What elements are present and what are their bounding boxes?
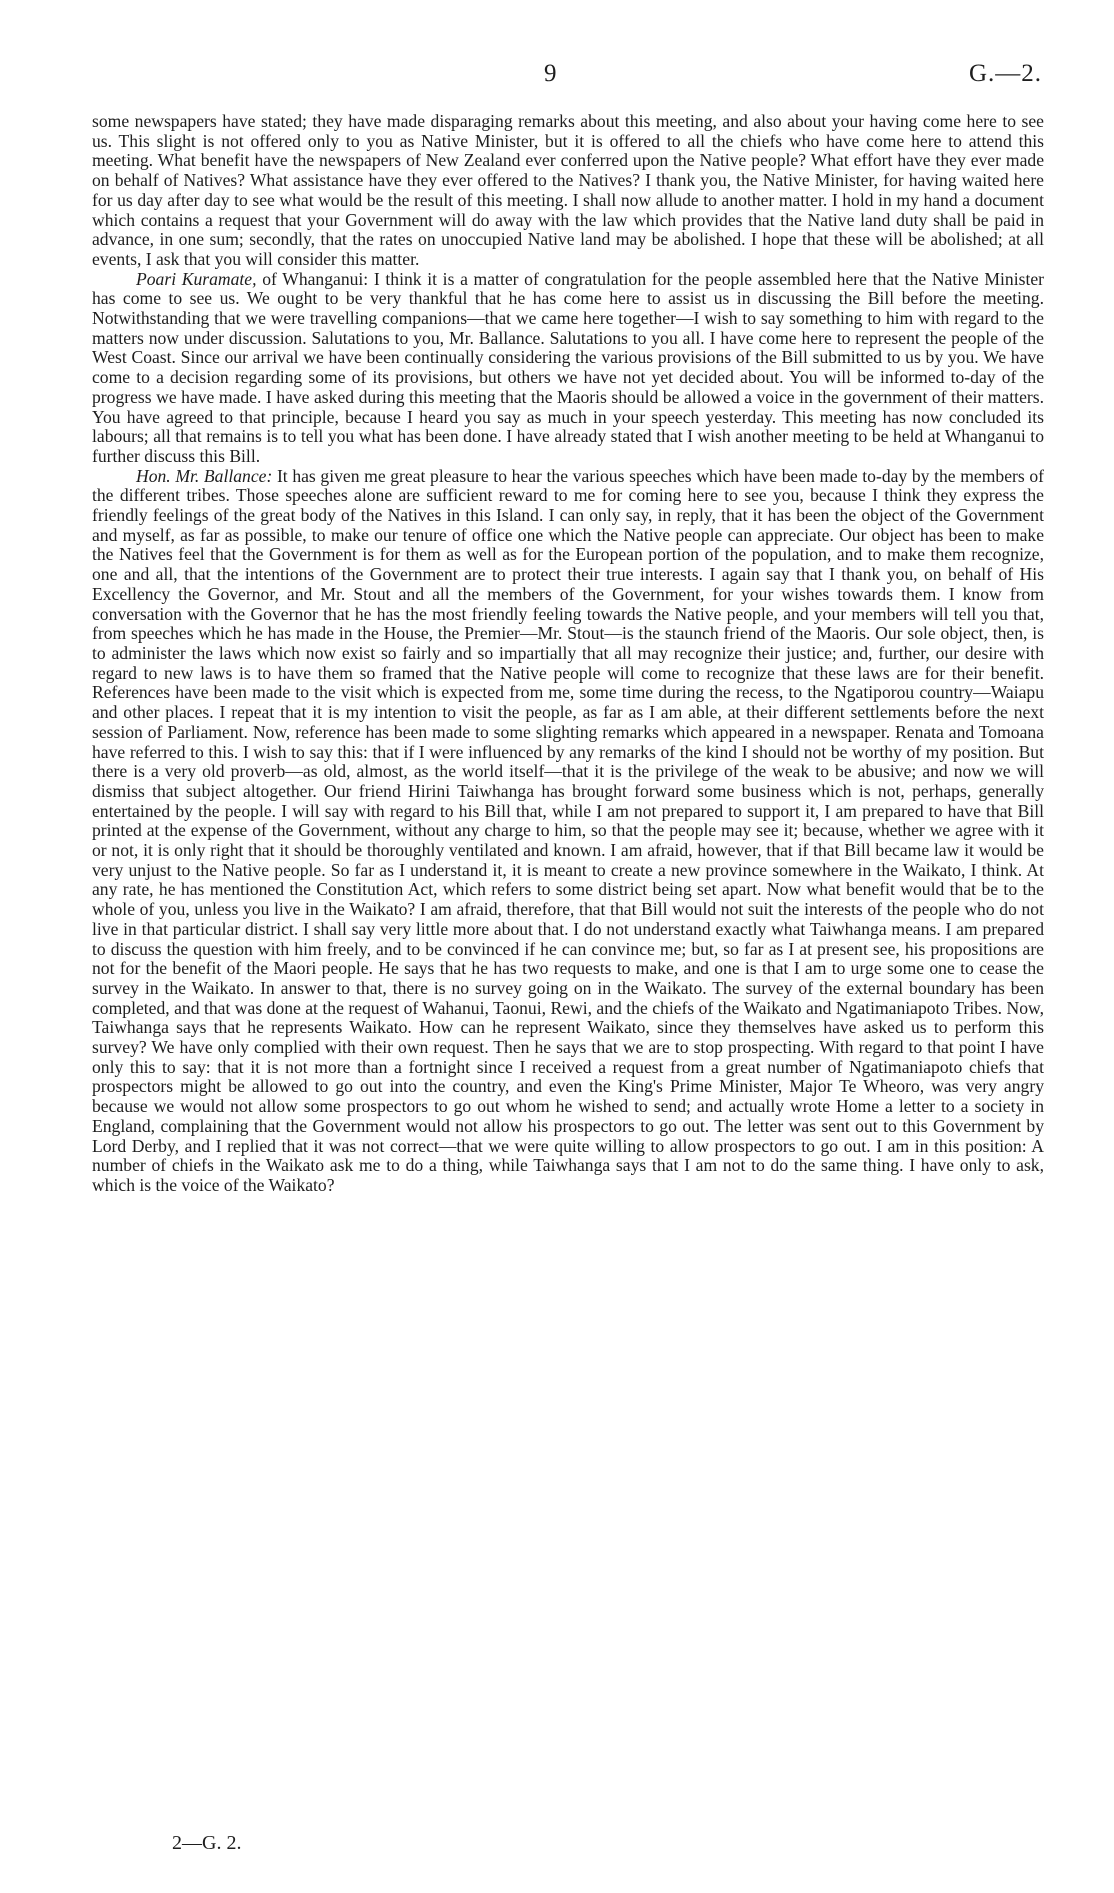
paragraph-text: of Whanganui: I think it is a matter of congratulation for the people assembled here that the Native Minister has come to see us. We ought to be very thankful that he has come here to assist us in discussing the Bill before the meeting. Notwithstanding that we were travelling companions—that we came here together—I wish to say something to him with regard to the matters now under discussion. Salutations to you, Mr. Ballance. Salutations to you all. I have come here to represent the people of the West Coast. Since our arrival we have been continually considering the various provisions of the Bill submitted to us by you. We have come to a decision regarding some of its provisions, but others we have not yet decided about. You will be informed to-day of the progress we have made. I have asked during this meeting that the Maoris should be allowed a voice in the government of their matters. You have agreed to that principle, because I heard you say as much in your speech yesterday. This meeting has now concluded its labours; all that remains is to tell you what has been done. I have already stated that I wish another meeting to be held at Whanganui to further discuss this Bill. xyxy=(92,268,1045,466)
paragraph-text: It has given me great pleasure to hear the various speeches which have been made to-day by the members of the different tribes. Those speeches alone are sufficient reward to me for coming here to see you, because I think they express the friendly feelings of the great body of the Natives in this Island. I can only say, in reply, that it has been the object of the Government and myself, as far as possible, to make our tenure of office one which the Native people can appreciate. Our object has been to make the Natives feel that the Government is for them as well as for the European portion of the population, and to make them recognize, one and all, that the intentions of the Government are to protect their true interests. I again say that I thank you, on behalf of His Excellency the Governor, and Mr. Stout and all the members of the Government, for your wishes towards them. I know from conversation with the Governor that he has the most friendly feeling towards the Native people, and your members will tell you that, from speeches which he has made in the House, the Premier—Mr. Stout—is the staunch friend of the Maoris. Our sole object, then, is to administer the laws which now exist so fairly and so impartially that all may recognize their justice; and, further, our desire with regard to new laws is to have them so framed that the Native people will come to recognize that these laws are for their benefit. References have been made to the visit which is expected from me, some time during the recess, to the Ngatiporou country—Waiapu and other places. I repeat that it is my intention to visit the people, as far as I am able, at their different settlements before the next session of Parliament. Now, reference has been made to some slighting remarks which appeared in a newspaper. Renata and Tomoana have referred to this. I wish to say this: that if I were influenced by any remarks of the kind I should not be worthy of my position. But there is a very old proverb—as old, almost, as the world itself—that it is the privilege of the weak to be abusive; and now we will dismiss that subject altogether. Our friend Hirini Taiwhanga has brought forward some business which is not, perhaps, generally entertained by the people. I will say with regard to his Bill that, while I am not prepared to support it, I am prepared to have that Bill printed at the expense of the Government, without any charge to him, so that the people may see it; because, whether we agree with it or not, it is only right that it should be thoroughly ventilated and known. I am afraid, however, that if that Bill became law it would be very unjust to the Native people. So far as I understand it, it is meant to create a new province somewhere in the Waikato, I think. At any rate, he has mentioned the Constitution Act, which refers to some district being set apart. Now what benefit would that be to the whole of you, unless you live in the Waikato? I am afraid, therefore, that that Bill would not suit the interests of the people who do not live in that particular district. I shall say very little more about that. I do not understand exactly what Taiwhanga means. I am prepared to discuss the question with him freely, and to be convinced if he can convince me; but, so far as I at present see, his propositions are not for the benefit of the Maori people. He says that he has two requests to make, and one is that I am to urge some one to cease the survey in the Waikato. In answer to that, there is no survey going on in the Waikato. The survey of the external boundary has been completed, and that was done at the request of Wahanui, Taonui, Rewi, and the chiefs of the Waikato and Ngatimaniapoto Tribes. Now, Taiwhanga says that he represents Waikato. How can he represent Waikato, since they themselves have asked us to perform this survey? We have only complied with their own request. Then he says that we are to stop prospecting. With regard to that point I have only this to say: that it is not more than a fortnight since I received a request from a great number of Ngatimaniapoto chiefs that prospectors might be allowed to go out into the country, and even the King's Prime Minister, Major Te Wheoro, was very angry because we would not allow some prospectors to go out whom he wished to send; and actually wrote Home a letter to a society in England, complaining that the Government would not allow his prospectors to go out. The letter was sent out to this Government by Lord Derby, and I replied that it was not correct—that we were quite willing to allow prospectors to go out. I am in this position: A number of chiefs in the Waikato ask me to do a thing, while Taiwhanga says that I am not to do the same thing. I have only to ask, which is the voice of the Waikato? xyxy=(92,465,1044,1195)
signature-mark: 2—G. 2. xyxy=(172,1832,242,1854)
paragraph-ballance xyxy=(92,467,1044,1196)
paragraph-poari-kuramate xyxy=(92,270,1044,467)
speaker-name: Hon. Mr. Ballance: xyxy=(136,465,273,486)
document-reference: G.—2. xyxy=(968,60,1042,87)
paragraph-text: some newspapers have stated; they have made disparaging remarks about this meeting, and also about your having come here to see us. This slight is not offered only to you as Native Minister, but it is offered to all the chiefs who have come here to attend this meeting. What benefit have the newspapers of New Zealand ever conferred upon the Native people? What effort have they ever made on behalf of Natives? What assistance have they ever offered to the Natives? I thank you, the Native Minister, for having waited here for us day after day to see what would be the result of this meeting. I shall now allude to another matter. I hold in my hand a document which contains a request that your Government will do away with the law which provides that the Native land duty shall be paid in advance, in one sum; secondly, that the rates on unoccupied Native land may be abolished. I hope that these will be abolished; at all events, I ask that you will consider this matter. xyxy=(92,111,1044,269)
page-header xyxy=(0,60,1114,100)
body-text xyxy=(92,112,1044,1196)
paragraph-continuation xyxy=(92,112,1044,270)
speaker-name: Poari Kuramate, xyxy=(136,268,257,289)
page-number: 9 xyxy=(544,60,557,87)
